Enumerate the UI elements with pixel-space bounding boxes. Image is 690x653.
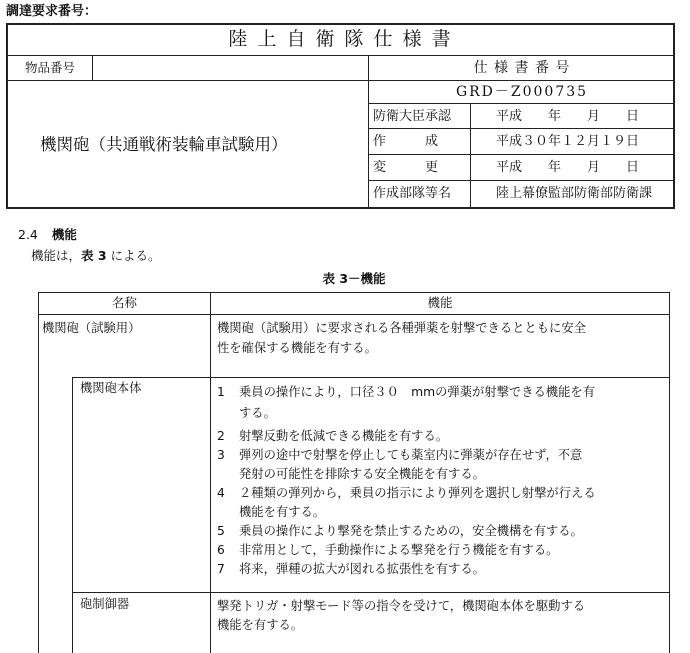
created-date: 平成３０年１２月１９日 (496, 134, 640, 149)
row-gun-desc-line2: 性を確保する機能を有する。 (217, 341, 377, 355)
function-item-text: 非常用として，手動操作による撃発を行う機能を有する。 (239, 543, 559, 557)
section-heading (18, 229, 77, 242)
item-number-label: 物品番号 (24, 60, 75, 75)
table-caption: 表 3－機能 (322, 271, 386, 286)
function-item-continuation: 発射の可能性を排除する安全機能を有する。 (239, 467, 485, 481)
row-gun-name: 機関砲（試験用） (42, 321, 141, 335)
approval-minister-label: 防衛大臣承認 (373, 109, 452, 124)
function-item-number: 7 (217, 562, 225, 576)
function-item-text: 乗員の操作により，口径３０ mmの弾薬が射撃できる機能を有 (239, 385, 595, 399)
function-item (217, 522, 583, 541)
function-item-text: 射撃反動を低減できる機能を有する。 (239, 429, 449, 443)
row-gun-controller-name: 砲制御器 (80, 597, 130, 611)
function-item-number: 1 (217, 385, 225, 399)
changed-date: 平成 年 月 日 (496, 160, 640, 175)
row-gun-desc-line1: 機関砲（試験用）に要求される各種弾薬を射撃できるとともに安全 (217, 321, 586, 335)
function-item (217, 446, 582, 465)
section-number: 2.4 (18, 227, 38, 242)
procurement-number-label: 調達要求番号： (6, 4, 98, 19)
function-item-continuation: 機能を有する。 (239, 505, 326, 519)
author-unit-value: 陸上幕僚監部防衛部防衛課 (496, 186, 653, 201)
function-item-text: 弾列の途中で射撃を停止しても薬室内に弾薬が存在せず，不意 (239, 448, 583, 462)
function-item-number: 4 (217, 486, 225, 500)
row-gun-controller-desc-line2: 機能を有する。 (217, 618, 304, 632)
function-item-number: 6 (217, 543, 225, 557)
created-label: 作 成 (373, 134, 439, 149)
section-title: 機能 (51, 227, 77, 242)
function-item (217, 427, 448, 446)
function-item (217, 560, 485, 579)
row-gun-body-name: 機関砲本体 (80, 381, 142, 395)
section-intro-post: による。 (106, 248, 161, 263)
function-item-continuation: する。 (239, 406, 276, 420)
function-item (217, 541, 558, 560)
function-item-text: 乗員の操作により撃発を禁止するための，安全機構を有する。 (239, 524, 583, 538)
item-name: 機関砲（共通戦術装輪車試験用） (40, 135, 288, 154)
approval-minister-date: 平成 年 月 日 (496, 109, 640, 124)
spec-title: 陸 上 自 衛 隊 仕 様 書 (228, 28, 453, 50)
table-header-function: 機能 (427, 295, 453, 310)
author-unit-label: 作成部隊等名 (373, 186, 452, 201)
function-item (217, 484, 596, 503)
section-intro (31, 250, 161, 263)
function-item-number: 3 (217, 448, 225, 462)
function-item-number: 2 (217, 429, 225, 443)
function-item-text: 将来，弾種の拡大が図れる拡張性を有する。 (239, 562, 485, 576)
function-item (217, 383, 595, 402)
section-intro-pre: 機能は， (31, 248, 82, 263)
function-item-number: 5 (217, 524, 225, 538)
section-intro-table-ref: 表 3 (81, 248, 107, 263)
function-item-text: ２種類の弾列から，乗員の指示により弾列を選択し射撃が行える (239, 486, 596, 500)
spec-number-label: 仕 様 書 番 号 (473, 60, 571, 76)
spec-number-value: GRD－Z000735 (455, 84, 589, 100)
table-header-name: 名称 (111, 295, 137, 310)
row-gun-controller-desc-line1: 撃発トリガ・射撃モード等の指令を受けて，機関砲本体を駆動する (217, 599, 586, 613)
changed-label: 変 更 (373, 160, 439, 175)
